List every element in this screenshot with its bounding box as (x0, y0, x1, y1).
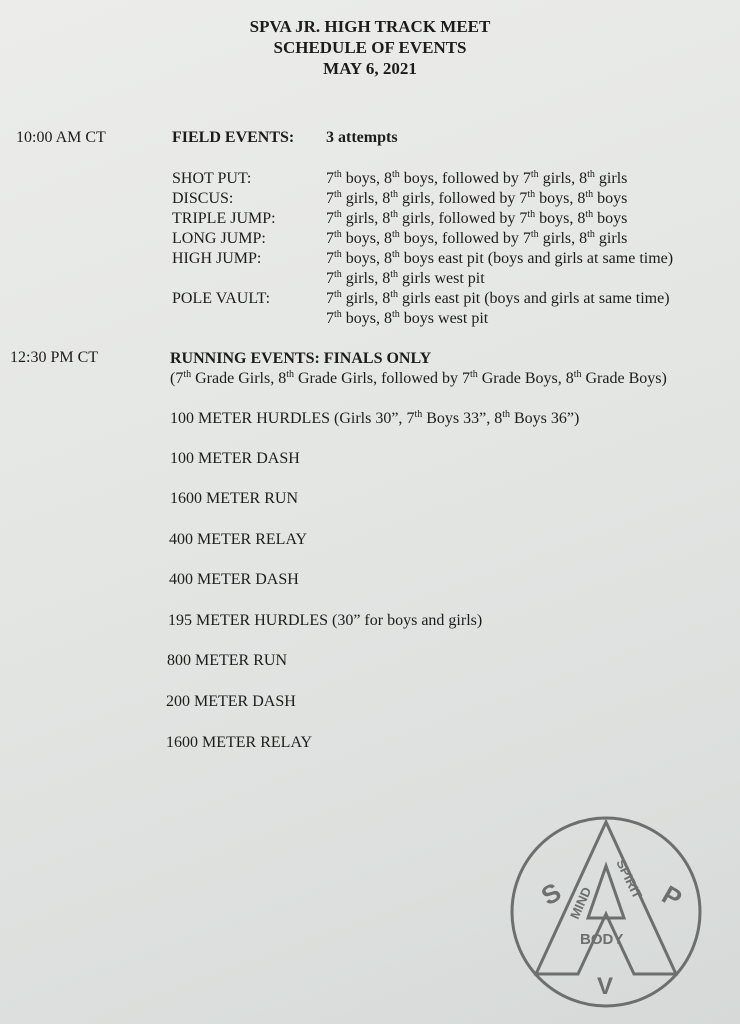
field-event-name: SHOT PUT: (172, 170, 252, 187)
running-event (169, 530, 307, 550)
text-segment: 400 METER DASH (169, 571, 299, 588)
ordinal (384, 230, 400, 247)
field-event-detail-line (326, 309, 488, 329)
text-segment: girls, followed by (398, 210, 520, 227)
meet-date: MAY 6, 2021 (323, 59, 417, 78)
ordinal (566, 370, 582, 387)
ordinal-suffix: th (392, 169, 400, 180)
ordinal (382, 210, 398, 227)
seal-word-spirit: SPIRIT (613, 856, 646, 901)
text-segment: boys, followed by (399, 170, 523, 187)
ordinal (519, 210, 535, 227)
ordinal (523, 230, 539, 247)
ordinal-number: 8 (382, 190, 391, 207)
text-segment: boys, (341, 230, 385, 247)
running-event (169, 570, 299, 590)
ordinal-number: 8 (384, 170, 393, 187)
ordinal-number: 8 (278, 370, 287, 387)
ordinal-suffix: th (334, 269, 342, 280)
ordinal-suffix: th (390, 269, 399, 280)
ordinal-suffix: th (585, 209, 594, 220)
ordinal-number: 7 (326, 210, 334, 227)
ordinal-suffix: th (334, 249, 342, 260)
text-segment: 100 METER DASH (170, 450, 300, 467)
ordinal-number: 7 (522, 170, 531, 187)
field-events-attempts: 3 attempts (326, 129, 398, 146)
text-segment: girls, (538, 230, 580, 247)
ordinal-number: 8 (382, 270, 391, 287)
field-event-name: LONG JUMP: (172, 230, 266, 247)
text-segment: ( (170, 370, 176, 387)
ordinal (326, 230, 342, 247)
ordinal-suffix: th (286, 369, 294, 380)
document-header (0, 16, 740, 79)
ordinal (326, 190, 342, 207)
ordinal-number: 7 (326, 170, 334, 187)
seal-letter-s: S (536, 876, 567, 912)
ordinal-suffix: th (527, 189, 536, 200)
ordinal (384, 250, 400, 267)
text-segment: Grade Girls, followed by (293, 370, 462, 387)
ordinal-suffix: th (587, 169, 595, 180)
text-segment: 800 METER RUN (167, 652, 287, 669)
field-event-detail-line (326, 249, 673, 269)
ordinal-number: 7 (522, 230, 531, 247)
ordinal-suffix: th (334, 189, 342, 200)
field-event-name: TRIPLE JUMP: (172, 210, 276, 227)
ordinal-suffix: th (392, 229, 400, 240)
text-segment: Boys 36”) (510, 410, 580, 427)
ordinal-suffix: th (334, 169, 342, 180)
ordinal (406, 410, 422, 427)
text-segment: boys west pit (399, 310, 489, 327)
ordinal (579, 170, 595, 187)
seal-word-mind: MIND (567, 884, 595, 922)
text-segment: 400 METER RELAY (169, 531, 308, 548)
ordinal-number: 7 (406, 410, 415, 427)
seal-word-body: BODY (580, 931, 624, 948)
ordinal (384, 310, 400, 327)
running-event (166, 692, 296, 712)
ordinal-number: 8 (384, 310, 393, 327)
ordinal-number: 8 (579, 170, 588, 187)
text-segment: girls (594, 170, 628, 187)
text-segment: girls (594, 230, 628, 247)
ordinal-number: 8 (382, 290, 391, 307)
text-segment: 1600 METER RELAY (166, 734, 313, 751)
field-event-name: HIGH JUMP: (172, 250, 262, 267)
running-events-order (170, 369, 667, 389)
ordinal-number: 7 (461, 370, 470, 387)
text-segment: girls, (341, 270, 383, 287)
text-segment: girls, (341, 210, 383, 227)
text-segment: boys, (535, 190, 578, 207)
ordinal-number: 7 (519, 190, 528, 207)
text-segment: boys (593, 190, 628, 207)
field-event-name: POLE VAULT: (172, 290, 271, 307)
ordinal-suffix: th (530, 169, 539, 180)
text-segment: girls, followed by (398, 190, 520, 207)
ordinal-number: 7 (326, 250, 334, 267)
field-event-detail-line (326, 289, 670, 309)
ordinal (326, 170, 342, 187)
text-segment: girls, (538, 170, 580, 187)
ordinal-suffix: th (334, 309, 342, 320)
ordinal-number: 7 (326, 290, 334, 307)
ordinal (326, 290, 342, 307)
ordinal-suffix: th (530, 229, 539, 240)
text-segment: boys east pit (boys and girls at same time) (399, 250, 674, 267)
text-segment: Grade Boys) (581, 370, 667, 387)
text-segment: 1600 METER RUN (170, 490, 298, 507)
ordinal-suffix: th (585, 189, 594, 200)
ordinal (462, 370, 478, 387)
ordinal-number: 8 (382, 210, 391, 227)
ordinal-suffix: th (390, 209, 399, 220)
ordinal-suffix: th (527, 209, 536, 220)
ordinal-suffix: th (573, 369, 582, 380)
ordinal (519, 190, 535, 207)
ordinal-suffix: th (390, 289, 399, 300)
ordinal (326, 310, 342, 327)
ordinal-suffix: th (469, 369, 478, 380)
text-segment: Grade Boys, (477, 370, 566, 387)
ordinal-number: 7 (175, 370, 184, 387)
text-segment: Grade Girls, (191, 370, 279, 387)
running-event (168, 611, 482, 631)
ordinal-suffix: th (334, 229, 342, 240)
text-segment: boys, (341, 310, 385, 327)
text-segment: boys, followed by (399, 230, 523, 247)
ordinal-number: 7 (326, 190, 334, 207)
ordinal (326, 270, 342, 287)
ordinal-number: 7 (326, 310, 334, 327)
text-segment: Boys 33”, (422, 410, 495, 427)
ordinal-suffix: th (392, 249, 400, 260)
ordinal (384, 170, 400, 187)
field-event-detail-line (326, 269, 485, 289)
field-event-detail-line (326, 169, 627, 189)
ordinal (326, 210, 342, 227)
ordinal (278, 370, 294, 387)
field-event-name: DISCUS: (172, 190, 234, 207)
ordinal-number: 8 (384, 250, 393, 267)
schedule-title: SCHEDULE OF EVENTS (273, 38, 467, 57)
ordinal-suffix: th (183, 369, 192, 380)
ordinal-suffix: th (334, 289, 342, 300)
ordinal-number: 8 (384, 230, 393, 247)
text-segment: boys, (341, 170, 385, 187)
field-events-heading: FIELD EVENTS: (172, 129, 295, 146)
ordinal-suffix: th (414, 409, 423, 420)
text-segment: girls, (341, 190, 383, 207)
text-segment: 195 METER HURDLES (30” for boys and girls) (168, 612, 483, 629)
text-segment: girls west pit (398, 270, 485, 287)
text-segment: girls east pit (boys and girls at same time) (398, 290, 670, 307)
ordinal-suffix: th (334, 209, 342, 220)
ordinal (382, 290, 398, 307)
ordinal (382, 270, 398, 287)
running-event (170, 409, 579, 429)
running-event (170, 449, 300, 469)
running-event (167, 651, 287, 671)
seal-letter-v: V (597, 973, 614, 1000)
ordinal-number: 8 (565, 370, 574, 387)
ordinal-suffix: th (390, 189, 399, 200)
ordinal-number: 8 (577, 190, 586, 207)
ordinal (382, 190, 398, 207)
ordinal (175, 370, 191, 387)
ordinal-suffix: th (502, 409, 510, 420)
spva-seal (508, 814, 704, 1010)
running-event (170, 489, 298, 509)
ordinal-number: 7 (519, 210, 528, 227)
ordinal (523, 170, 539, 187)
text-segment: boys (593, 210, 628, 227)
running-event (166, 733, 312, 753)
field-event-detail-line (326, 189, 627, 209)
ordinal-number: 7 (326, 230, 334, 247)
seal-letter-p: P (657, 879, 688, 914)
ordinal-number: 8 (577, 210, 586, 227)
text-segment: boys, (535, 210, 578, 227)
text-segment: 200 METER DASH (166, 693, 296, 710)
ordinal-number: 7 (326, 270, 334, 287)
ordinal-suffix: th (392, 309, 400, 320)
ordinal (494, 410, 510, 427)
field-event-detail-line (326, 209, 627, 229)
text-segment: girls, (341, 290, 383, 307)
field-events-time: 10:00 AM CT (16, 129, 106, 146)
ordinal (577, 190, 593, 207)
text-segment: boys, (341, 250, 385, 267)
ordinal-number: 8 (494, 410, 503, 427)
ordinal (577, 210, 593, 227)
field-event-detail-line (326, 229, 627, 249)
ordinal-number: 8 (579, 230, 588, 247)
running-events-time: 12:30 PM CT (10, 349, 99, 366)
text-segment: 100 METER HURDLES (Girls 30”, (170, 410, 407, 427)
ordinal (326, 250, 342, 267)
running-events-heading: RUNNING EVENTS: FINALS ONLY (170, 350, 432, 367)
meet-title: SPVA JR. HIGH TRACK MEET (249, 17, 491, 36)
ordinal-suffix: th (587, 229, 595, 240)
ordinal (579, 230, 595, 247)
